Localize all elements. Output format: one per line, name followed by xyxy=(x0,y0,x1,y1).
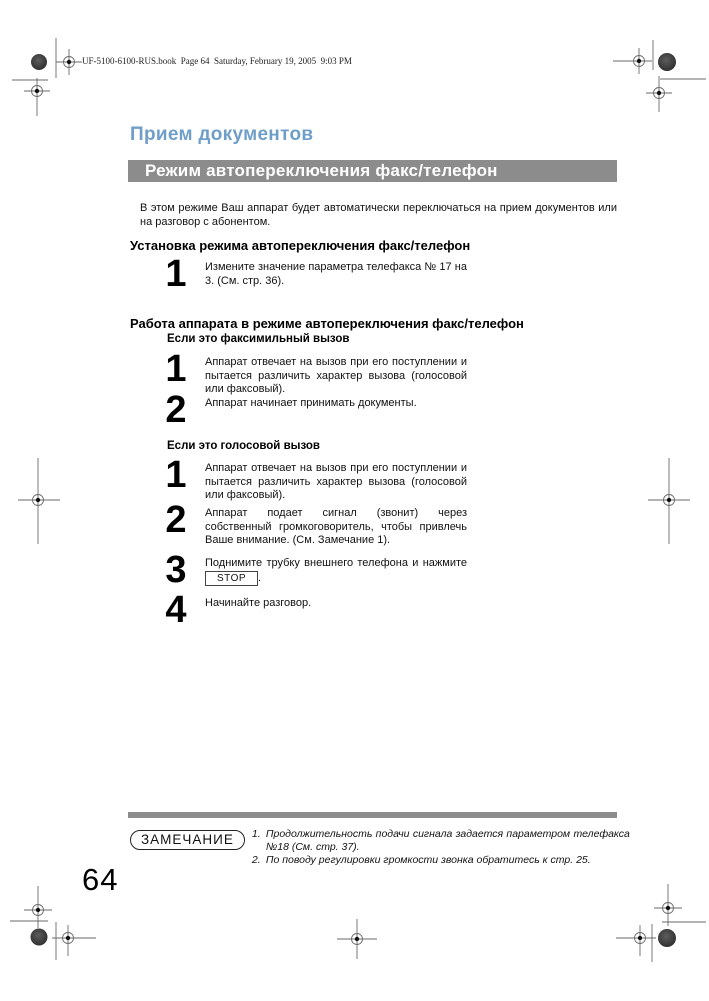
setup-heading: Установка режима автопереключения факс/телефон xyxy=(130,238,471,253)
step-number: 2 xyxy=(165,389,187,431)
halftone-dot xyxy=(658,53,676,71)
section-banner xyxy=(128,160,617,182)
note-item-text: По поводу регулировки громкости звонка обратитесь к стр. 25. xyxy=(265,854,591,866)
step-number: 1 xyxy=(165,348,187,390)
note-label: ЗАМЕЧАНИЕ xyxy=(130,830,245,850)
step-number: 3 xyxy=(165,549,187,591)
step-text xyxy=(205,557,467,586)
note-item-text: Продолжительность подачи сигнала задается параметром телефакса №18 (См. стр. 37). xyxy=(265,828,630,853)
crosshair-mark xyxy=(56,49,82,75)
voice-step-4 xyxy=(160,589,467,631)
crosshair-mark xyxy=(613,48,652,74)
crosshair-mark xyxy=(337,919,377,959)
fax-call-subheading: Если это факсимильный вызов xyxy=(167,333,350,345)
crosshair-mark xyxy=(616,925,656,956)
crosshair-mark xyxy=(52,925,96,956)
step-text: Аппарат отвечает на вызов при его поступлении и пытается различить характер вызова (голосовой или факсовый). xyxy=(205,356,467,395)
divider-bar xyxy=(128,812,617,818)
voice-step-2 xyxy=(160,499,467,548)
step-text: Измените значение параметра телефакса № 17 на 3. (См. стр. 36). xyxy=(205,261,467,287)
print-file-header: UF-5100-6100-RUS.book Page 64 Saturday, February 19, 2005 9:03 PM xyxy=(82,56,352,66)
note-item xyxy=(252,854,630,867)
step-text: Аппарат начинает принимать документы. xyxy=(205,397,417,409)
crosshair-mark xyxy=(646,76,672,112)
crosshair-mark xyxy=(24,886,52,928)
note-item-number: 2. xyxy=(251,854,261,866)
intro-paragraph: В этом режиме Ваш аппарат будет автоматически переключаться на прием документов или на разговор с абонентом. xyxy=(140,202,617,228)
crosshair-mark xyxy=(18,458,60,544)
step-text: Начинайте разговор. xyxy=(205,597,312,609)
chapter-title: Прием документов xyxy=(130,124,314,145)
crosshair-mark xyxy=(24,78,50,116)
stop-key: STOP xyxy=(205,571,258,586)
step-number: 2 xyxy=(165,499,187,541)
note-items xyxy=(252,828,630,867)
halftone-dot xyxy=(31,54,47,70)
step-text-fragment: Поднимите трубку внешнего телефона и нажмите xyxy=(205,557,467,569)
note-item-number: 1. xyxy=(251,828,261,840)
step-number: 1 xyxy=(165,454,187,496)
step-text: Аппарат отвечает на вызов при его поступлении и пытается различить характер вызова (голосовой или факсовый). xyxy=(205,462,467,501)
note-item xyxy=(252,828,630,854)
operation-heading: Работа аппарата в режиме автопереключения факс/телефон xyxy=(130,316,524,331)
halftone-dot xyxy=(658,929,676,947)
voice-step-1 xyxy=(160,454,467,503)
crosshair-mark xyxy=(654,884,682,926)
page-number: 64 xyxy=(82,862,119,897)
step-text: Аппарат подает сигнал (звонит) через собственный громкоговоритель, чтобы привлечь Ваше внимание. (См. Замечание 1). xyxy=(205,507,467,546)
step-number: 4 xyxy=(165,589,187,631)
halftone-dot xyxy=(31,929,48,946)
voice-step-3 xyxy=(160,549,467,591)
fax-step-1 xyxy=(160,348,467,397)
step-number: 1 xyxy=(165,253,187,295)
section-banner-label: Режим автопереключения факс/телефон xyxy=(145,161,498,180)
setup-step-1 xyxy=(160,253,467,295)
crosshair-mark xyxy=(648,458,690,544)
voice-call-subheading: Если это голосовой вызов xyxy=(167,440,320,452)
step-text-suffix: . xyxy=(258,571,262,584)
note-block xyxy=(130,828,630,867)
fax-step-2 xyxy=(160,389,467,431)
